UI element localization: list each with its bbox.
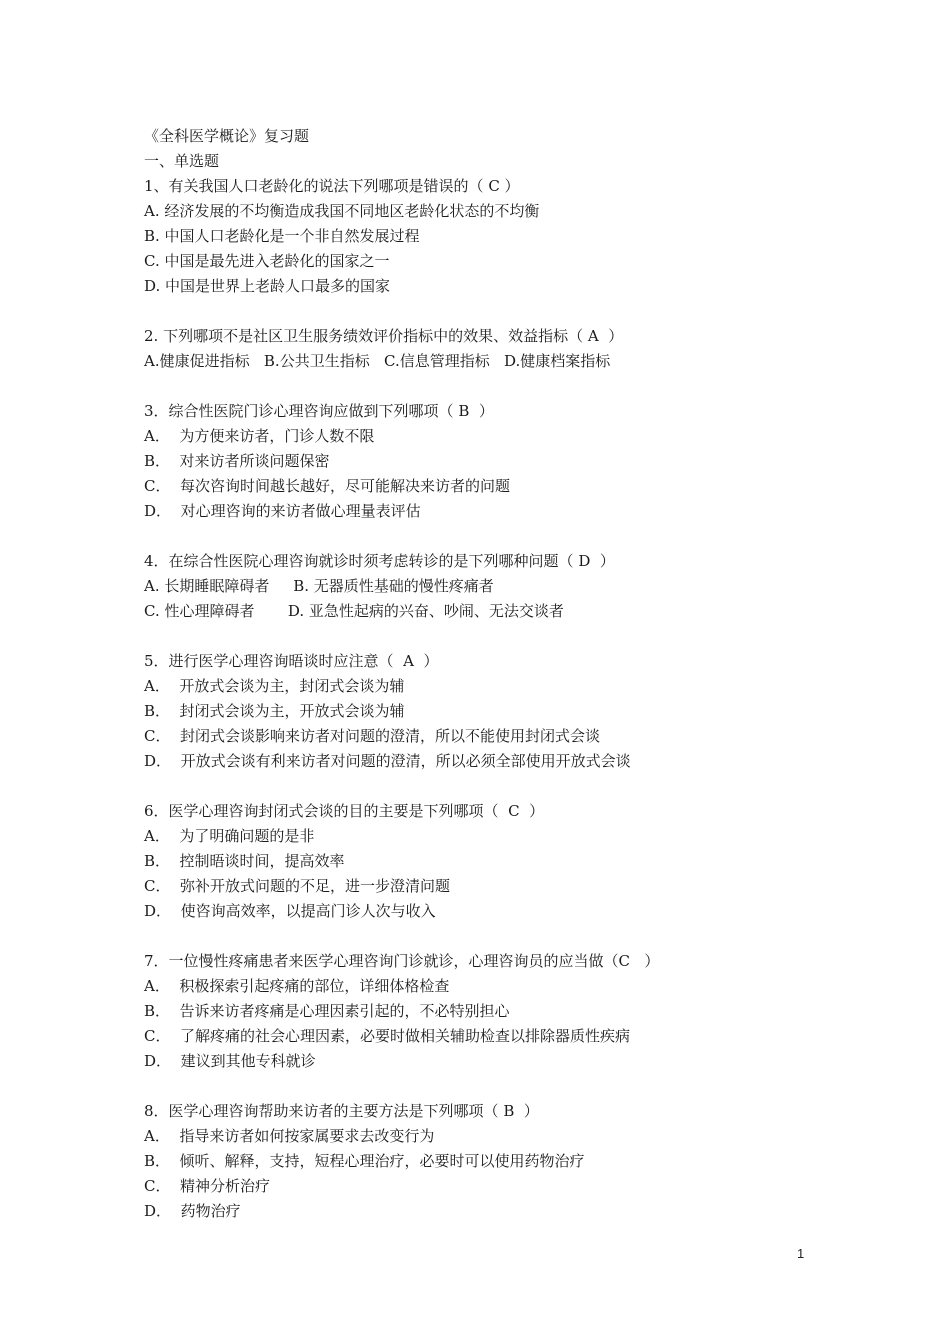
question-1 (144, 174, 824, 299)
option-c: C. 中国是最先进入老龄化的国家之一 (144, 252, 390, 270)
option-a: A． 为方便来访者，门诊人数不限 (144, 427, 375, 445)
options-inline: A.健康促进指标 B.公共卫生指标 C.信息管理指标 D.健康档案指标 (144, 352, 611, 370)
question-6 (144, 799, 824, 924)
option-a: A． 积极探索引起疼痛的部位，详细体格检查 (144, 977, 450, 995)
option-d: D． 开放式会谈有利来访者对问题的澄清，所以必须全部使用开放式会谈 (144, 752, 631, 770)
option-b: B． 告诉来访者疼痛是心理因素引起的，不必特别担心 (144, 1002, 510, 1020)
question-stem: 1、有关我国人口老龄化的说法下列哪项是错误的（ C ） (144, 177, 520, 195)
option-a: A． 指导来访者如何按家属要求去改变行为 (144, 1127, 435, 1145)
option-b: B． 控制晤谈时间，提高效率 (144, 852, 345, 870)
document-body (144, 124, 824, 1224)
question-stem: 4．在综合性医院心理咨询就诊时须考虑转诊的是下列哪种问题（ D ） (144, 552, 615, 570)
document-title: 《全科医学概论》复习题 (144, 127, 310, 145)
question-stem: 2. 下列哪项不是社区卫生服务绩效评价指标中的效果、效益指标（ A ） (144, 327, 624, 345)
section-heading: 一、单选题 (144, 152, 220, 170)
question-7 (144, 949, 824, 1074)
option-c: C． 封闭式会谈影响来访者对问题的澄清，所以不能使用封闭式会谈 (144, 727, 601, 745)
question-2 (144, 324, 824, 374)
question-stem: 3．综合性医院门诊心理咨询应做到下列哪项（ B ） (144, 402, 494, 420)
question-5 (144, 649, 824, 774)
option-a: A． 开放式会谈为主，封闭式会谈为辅 (144, 677, 405, 695)
options-row-ab: A. 长期睡眠障碍者 B. 无器质性基础的慢性疼痛者 (144, 577, 494, 595)
option-c: C． 每次咨询时间越长越好，尽可能解决来访者的问题 (144, 477, 511, 495)
option-b: B. 中国人口老龄化是一个非自然发展过程 (144, 227, 420, 245)
options-row-cd: C. 性心理障碍者 D. 亚急性起病的兴奋、吵闹、无法交谈者 (144, 602, 564, 620)
option-d: D． 使咨询高效率，以提高门诊人次与收入 (144, 902, 436, 920)
option-d: D． 药物治疗 (144, 1202, 241, 1220)
question-stem: 6．医学心理咨询封闭式会谈的目的主要是下列哪项（ C ） (144, 802, 545, 820)
question-stem: 5．进行医学心理咨询晤谈时应注意（ A ） (144, 652, 439, 670)
question-stem: 8．医学心理咨询帮助来访者的主要方法是下列哪项（ B ） (144, 1102, 539, 1120)
option-a: A． 为了明确问题的是非 (144, 827, 315, 845)
option-b: B． 倾听、解释，支持，短程心理治疗，必要时可以使用药物治疗 (144, 1152, 585, 1170)
option-c: C． 了解疼痛的社会心理因素，必要时做相关辅助检查以排除器质性疾病 (144, 1027, 631, 1045)
question-8 (144, 1099, 824, 1224)
question-4 (144, 549, 824, 624)
option-b: B． 封闭式会谈为主，开放式会谈为辅 (144, 702, 405, 720)
page-number: 1 (797, 1246, 805, 1261)
option-c: C． 弥补开放式问题的不足，进一步澄清问题 (144, 877, 451, 895)
question-3 (144, 399, 824, 524)
question-stem: 7．一位慢性疼痛患者来医学心理咨询门诊就诊，心理咨询员的应当做（C ） (144, 952, 660, 970)
option-d: D. 中国是世界上老龄人口最多的国家 (144, 277, 391, 295)
option-d: D． 建议到其他专科就诊 (144, 1052, 316, 1070)
option-c: C． 精神分析治疗 (144, 1177, 271, 1195)
option-b: B． 对来访者所谈问题保密 (144, 452, 330, 470)
option-a: A. 经济发展的不均衡造成我国不同地区老龄化状态的不均衡 (144, 202, 540, 220)
option-d: D． 对心理咨询的来访者做心理量表评估 (144, 502, 421, 520)
